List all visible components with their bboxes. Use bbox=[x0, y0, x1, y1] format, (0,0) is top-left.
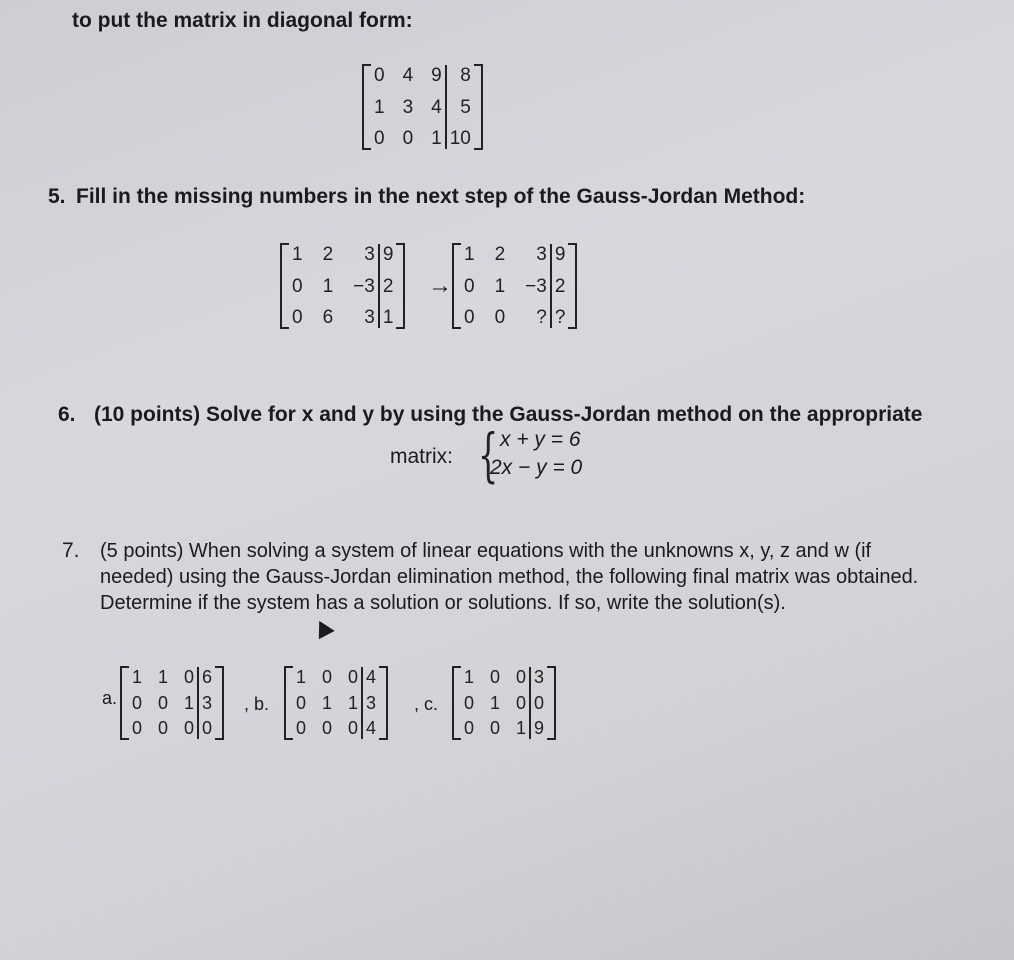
q7-matrix-b-left-bracket bbox=[284, 666, 293, 740]
q7-matrix-c-entry: 0 bbox=[516, 667, 527, 687]
diagonal-form-matrix-column bbox=[403, 65, 414, 149]
q7-b-label: , b. bbox=[244, 694, 270, 714]
q7-matrix-b-column bbox=[296, 667, 306, 739]
q5-right-matrix-column bbox=[525, 244, 547, 328]
q5-right-matrix-entry: 3 bbox=[536, 244, 547, 265]
q7-matrix-a-entry: 0 bbox=[202, 718, 213, 738]
q7-matrix-a-entry: 3 bbox=[202, 692, 213, 713]
q7-matrix-c-entry: 3 bbox=[534, 667, 545, 687]
q7-matrix-a-entry: 0 bbox=[158, 718, 169, 738]
diagonal-form-matrix-column bbox=[445, 65, 471, 149]
q7-matrix-a-column bbox=[132, 667, 142, 739]
diagonal-form-matrix-left-bracket bbox=[362, 64, 371, 150]
q6-matrix-label: matrix: bbox=[390, 445, 453, 468]
q5-left-matrix-entry: 2 bbox=[382, 275, 394, 297]
diagonal-form-matrix-entry: 4 bbox=[402, 65, 414, 86]
q5-right-matrix-entry: ? bbox=[536, 307, 547, 328]
q7-matrix-c-column bbox=[529, 667, 544, 739]
q7-matrix-b-column bbox=[361, 667, 376, 739]
q6-number: 6. bbox=[58, 403, 76, 426]
q7-matrix-a-entry: 0 bbox=[184, 718, 195, 738]
q7-matrix-c-entry: 0 bbox=[464, 718, 475, 738]
q7-matrix-b-entry: 1 bbox=[296, 667, 307, 687]
q5-right-matrix-column bbox=[495, 244, 506, 328]
q7-c-label: , c. bbox=[414, 694, 439, 714]
q7-matrix-b-column bbox=[348, 667, 358, 739]
q5-left-matrix-entry: 3 bbox=[364, 307, 375, 328]
q5-left-matrix-right-bracket bbox=[396, 243, 405, 329]
q5-right-matrix-entry: ? bbox=[554, 307, 566, 328]
q7-matrix-c-right-bracket bbox=[547, 666, 556, 740]
q7-matrix-b-entry: 4 bbox=[366, 718, 377, 738]
q5-left-matrix-entry: 9 bbox=[382, 244, 394, 265]
q5-left-matrix-column bbox=[378, 244, 394, 328]
q7-matrix-a-entry: 0 bbox=[184, 667, 195, 687]
q7-matrix-c-entry: 0 bbox=[534, 692, 545, 713]
q5-right-matrix-entry: 0 bbox=[464, 307, 475, 328]
q7-matrix-c-entry: 9 bbox=[534, 718, 545, 738]
q5-right-matrix-entry: 2 bbox=[494, 244, 506, 265]
diagonal-form-matrix-entry: 1 bbox=[431, 128, 442, 149]
q7-matrix-a-entry: 0 bbox=[158, 692, 169, 713]
q5-left-matrix-entry: 3 bbox=[364, 244, 375, 265]
diagonal-form-matrix-entry: 4 bbox=[431, 96, 442, 118]
q7-text: (5 points) When solving a system of linear equations with the unknowns x, y, z and w (if needed) using the Gauss-Jordan elimination method, the following final matrix was obtained. Determine if the system has a solution or solutions. If so, write the solution(s). bbox=[100, 540, 919, 614]
q7-matrix-c-column bbox=[516, 667, 526, 739]
q5-left-matrix-left-bracket bbox=[280, 243, 289, 329]
q5-right-matrix-column bbox=[464, 244, 475, 328]
q5-left-matrix-entry: 0 bbox=[292, 307, 303, 328]
q7-matrix-a-column bbox=[197, 667, 212, 739]
intro-line: to put the matrix in diagonal form: bbox=[72, 9, 413, 32]
q5-left-matrix bbox=[280, 243, 405, 329]
q5-left-matrix-entry: 6 bbox=[322, 307, 334, 328]
q7-matrix-b-entry: 1 bbox=[322, 692, 333, 713]
q5-right-matrix-entry: 0 bbox=[464, 275, 475, 297]
q7-matrix-c-entry: 0 bbox=[464, 692, 475, 713]
q6-text: (10 points) Solve for x and y by using the Gauss-Jordan method on the appropriate bbox=[94, 403, 923, 426]
q7-matrix-a-column bbox=[184, 667, 194, 739]
diagonal-form-matrix-entry: 0 bbox=[374, 65, 385, 86]
q5-text: Fill in the missing numbers in the next step of the Gauss-Jordan Method: bbox=[76, 185, 806, 208]
q7-matrix-a-entry: 6 bbox=[202, 667, 213, 687]
diagonal-form-matrix-entry: 0 bbox=[374, 128, 385, 149]
diagonal-form-matrix-column bbox=[431, 65, 442, 149]
q7-matrix-b bbox=[284, 666, 388, 740]
diagonal-form-matrix bbox=[362, 64, 483, 150]
q7-matrix-a bbox=[120, 666, 224, 740]
q7-matrix-a-entry: 0 bbox=[132, 692, 143, 713]
q7-matrix-c-entry: 1 bbox=[516, 718, 527, 738]
q7-matrix-a-entry: 1 bbox=[184, 692, 195, 713]
q7-a-label: a. bbox=[102, 688, 118, 708]
equation-2: 2x − y = 0 bbox=[490, 456, 583, 479]
q7-matrix-b-entry: 0 bbox=[296, 692, 307, 713]
diagonal-form-matrix-entry: 9 bbox=[431, 65, 442, 86]
q7-matrix-b-entry: 4 bbox=[366, 667, 377, 687]
q7-matrix-c-entry: 0 bbox=[490, 718, 501, 738]
q7-matrix-c-left-bracket bbox=[452, 666, 461, 740]
q5-left-matrix-column bbox=[353, 244, 375, 328]
q7-matrix-b-entry: 1 bbox=[348, 692, 359, 713]
q7-matrix-b-right-bracket bbox=[379, 666, 388, 740]
q5-number: 5. bbox=[48, 185, 66, 208]
q5-right-matrix-entry: 1 bbox=[464, 244, 475, 265]
q7-matrix-b-entry: 0 bbox=[348, 718, 359, 738]
q7-matrix-b-entry: 0 bbox=[322, 667, 333, 687]
q7-matrix-c-entry: 1 bbox=[490, 692, 501, 713]
diagonal-form-matrix-entry: 10 bbox=[449, 128, 471, 149]
q7-matrix-c-column bbox=[464, 667, 474, 739]
diagonal-form-matrix-right-bracket bbox=[474, 64, 483, 150]
q7-matrix-b-entry: 0 bbox=[296, 718, 307, 738]
diagonal-form-matrix-entry: 5 bbox=[460, 96, 471, 118]
q7-matrix-b-entry: 0 bbox=[322, 718, 333, 738]
diagonal-form-matrix-entry: 1 bbox=[374, 96, 385, 118]
q5-right-matrix-entry: −3 bbox=[525, 275, 547, 297]
q7-matrix-a-entry: 1 bbox=[132, 667, 143, 687]
q7-matrix-a-entry: 1 bbox=[158, 667, 169, 687]
q7-matrix-b-entry: 3 bbox=[366, 692, 377, 713]
q5-left-matrix-entry: 1 bbox=[292, 244, 303, 265]
q5-left-matrix-entry: 1 bbox=[322, 275, 334, 297]
q7-matrix-c-entry: 0 bbox=[490, 667, 501, 687]
q5-right-matrix-entry: 2 bbox=[554, 275, 566, 297]
q5-left-matrix-entry: 2 bbox=[322, 244, 334, 265]
q7-matrix-a-right-bracket bbox=[215, 666, 224, 740]
q5-left-matrix-entry: −3 bbox=[353, 275, 375, 297]
q5-right-matrix-column bbox=[550, 244, 566, 328]
q5-right-matrix-entry: 0 bbox=[494, 307, 506, 328]
q7-number: 7. bbox=[62, 539, 80, 562]
q5-right-matrix-entry: 9 bbox=[554, 244, 566, 265]
q7-matrix-c-entry: 0 bbox=[516, 692, 527, 713]
q5-left-matrix-column bbox=[323, 244, 334, 328]
mouse-cursor-icon bbox=[311, 617, 334, 640]
q7-matrix-a-column bbox=[158, 667, 168, 739]
diagonal-form-matrix-entry: 8 bbox=[460, 65, 471, 86]
diagonal-form-matrix-entry: 0 bbox=[402, 128, 414, 149]
q5-right-matrix-right-bracket bbox=[568, 243, 577, 329]
q5-right-matrix bbox=[452, 243, 577, 329]
equation-1: x + y = 6 bbox=[500, 428, 581, 451]
q7-matrix-c bbox=[452, 666, 556, 740]
system-brace: { bbox=[478, 421, 499, 489]
q5-right-matrix-left-bracket bbox=[452, 243, 461, 329]
q7-matrix-c-entry: 1 bbox=[464, 667, 475, 687]
q5-left-matrix-entry: 0 bbox=[292, 275, 303, 297]
q7-matrix-a-left-bracket bbox=[120, 666, 129, 740]
q5-arrow: → bbox=[428, 272, 452, 299]
q7-matrix-b-column bbox=[322, 667, 332, 739]
q7-matrix-a-entry: 0 bbox=[132, 718, 143, 738]
diagonal-form-matrix-entry: 3 bbox=[402, 96, 414, 118]
q5-right-matrix-entry: 1 bbox=[494, 275, 506, 297]
q5-left-matrix-entry: 1 bbox=[382, 307, 394, 328]
q5-left-matrix-column bbox=[292, 244, 303, 328]
q7-matrix-b-entry: 0 bbox=[348, 667, 359, 687]
q7-matrix-c-column bbox=[490, 667, 500, 739]
diagonal-form-matrix-column bbox=[374, 65, 385, 149]
